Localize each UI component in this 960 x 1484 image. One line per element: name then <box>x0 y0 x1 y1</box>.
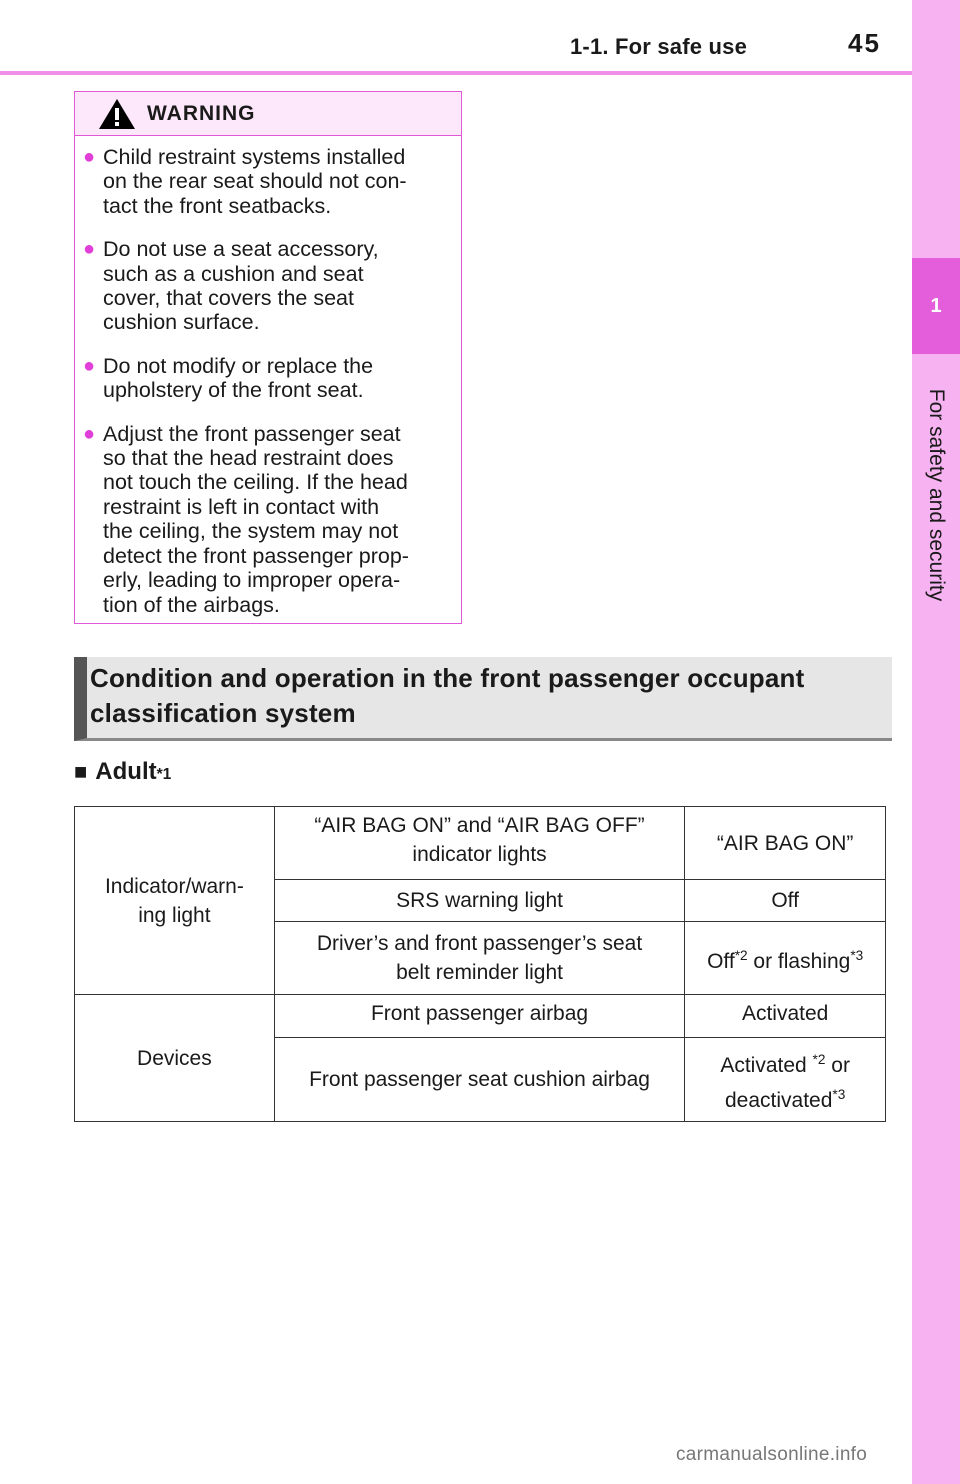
item-cell: Front passenger seat cushion airbag <box>274 1038 685 1122</box>
status-cell: Off <box>685 880 886 922</box>
status-cell <box>685 922 886 995</box>
group-cell-devices: Devices <box>75 995 275 1122</box>
item-cell: “AIR BAG ON” and “AIR BAG OFF” indicator lights <box>274 807 685 880</box>
footnote-marker: *2 <box>812 1051 826 1067</box>
warning-item <box>83 145 447 218</box>
warning-item-text: Adjust the front passenger seat so that the head restraint does not touch the ceiling. If the head restraint is left in contact with the ceiling, the system may not detect the front passenger prop- erly, leading to improper opera- tion of the airbags. <box>103 421 409 617</box>
bullet-icon: ● <box>83 422 96 445</box>
bullet-icon: ● <box>83 146 96 168</box>
warning-list <box>75 136 461 617</box>
status-text: deactivated <box>724 1088 833 1112</box>
table-row <box>75 807 886 880</box>
watermark: carmanualsonline.info <box>676 1444 868 1465</box>
item-cell: SRS warning light <box>274 880 685 922</box>
subheading-label: Adult <box>95 758 157 785</box>
status-text: or flashing <box>747 949 851 973</box>
section-header: 1-1. For safe use <box>570 34 748 59</box>
status-text: Off <box>707 949 735 973</box>
footnote-marker: *1 <box>156 766 172 783</box>
page-number: 45 <box>848 28 881 58</box>
chapter-title: For safety and security <box>925 388 948 602</box>
condition-table <box>74 806 886 1122</box>
warning-box <box>74 91 462 624</box>
side-tab <box>912 0 960 1484</box>
warning-item <box>83 422 447 617</box>
footnote-marker: *3 <box>832 1086 846 1102</box>
warning-item-text: Child restraint systems installed on the rear seat should not con- tact the front seatbacks. <box>103 145 407 218</box>
status-cell <box>685 1038 886 1122</box>
warning-item <box>83 354 447 403</box>
footnote-marker: *3 <box>850 947 864 963</box>
table-row <box>75 995 886 1038</box>
square-bullet-icon: ■ <box>74 759 88 784</box>
bullet-icon: ● <box>83 238 96 261</box>
header-rule <box>0 71 912 75</box>
warning-icon <box>97 97 137 131</box>
status-text: or <box>825 1053 850 1077</box>
status-cell: “AIR BAG ON” <box>685 807 886 880</box>
warning-item-text: Do not modify or replace the upholstery of the front seat. <box>103 353 374 403</box>
warning-header <box>75 92 461 136</box>
warning-item-text: Do not use a seat accessory, such as a cushion and seat cover, that covers the seat cushion surface. <box>103 237 379 335</box>
chapter-number: 1 <box>912 258 960 354</box>
status-cell: Activated <box>685 995 886 1038</box>
group-cell-indicators: Indicator/warn- ing light <box>75 807 275 995</box>
section-title: Condition and operation in the front passenger occupant classification system <box>74 657 892 741</box>
subheading <box>74 758 171 786</box>
item-cell: Driver’s and front passenger’s seat belt reminder light <box>274 922 685 995</box>
warning-title: WARNING <box>147 101 256 125</box>
footnote-marker: *2 <box>734 947 748 963</box>
bullet-icon: ● <box>83 354 96 377</box>
warning-item <box>83 237 447 335</box>
item-cell: Front passenger airbag <box>274 995 685 1038</box>
status-text: Activated <box>720 1053 813 1077</box>
